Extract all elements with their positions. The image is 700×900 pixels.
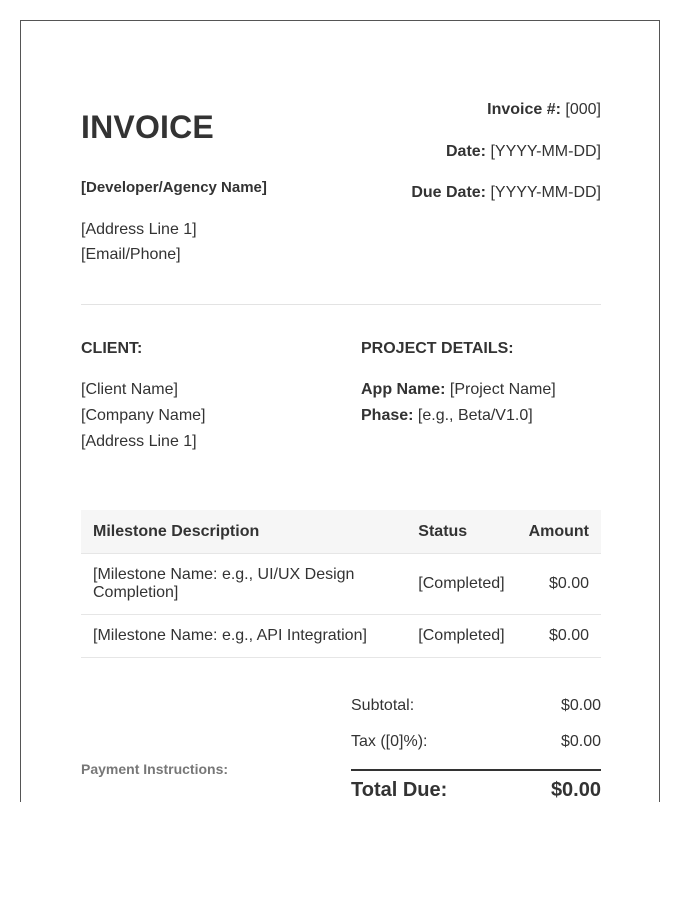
client-name: [Client Name] <box>81 381 178 398</box>
project-app-value: [Project Name] <box>445 381 556 398</box>
invoice-due-label: Due Date: <box>411 184 487 201</box>
client-address: [Address Line 1] <box>81 433 197 450</box>
client-heading: CLIENT: <box>81 340 143 357</box>
total-due-label: Total Due: <box>351 779 448 801</box>
project-app-name <box>361 381 556 399</box>
project-phase-value: [e.g., Beta/V1.0] <box>413 407 533 424</box>
sender-address: [Address Line 1] <box>81 221 197 238</box>
table-row <box>81 554 601 615</box>
subtotal-label: Subtotal: <box>351 697 415 714</box>
table-row <box>81 615 601 658</box>
project-app-label: App Name: <box>361 381 446 398</box>
invoice-number-label: Invoice #: <box>487 101 561 118</box>
milestone-status: [Completed] <box>406 554 516 615</box>
project-phase-label: Phase: <box>361 407 414 424</box>
col-header-status: Status <box>406 510 516 554</box>
invoice-page <box>20 20 660 802</box>
table-header-row <box>81 510 601 554</box>
invoice-due-value: [YYYY-MM-DD] <box>486 184 601 201</box>
client-company: [Company Name] <box>81 407 206 424</box>
payment-instructions-label: Payment Instructions: <box>81 761 229 777</box>
invoice-date <box>446 143 601 161</box>
col-header-amount: Amount <box>517 510 601 554</box>
project-phase <box>361 407 533 425</box>
tax-label: Tax ([0]%): <box>351 733 428 750</box>
milestone-description: [Milestone Name: e.g., UI/UX Design Completion] <box>81 554 406 615</box>
milestone-amount: $0.00 <box>517 554 601 615</box>
tax-value: $0.00 <box>560 733 601 750</box>
invoice-date-label: Date: <box>446 143 487 160</box>
milestone-amount: $0.00 <box>517 615 601 658</box>
milestone-status: [Completed] <box>406 615 516 658</box>
invoice-date-value: [YYYY-MM-DD] <box>486 143 601 160</box>
sender-contact: [Email/Phone] <box>81 246 181 263</box>
header-divider <box>81 304 601 305</box>
invoice-number-value: [000] <box>560 101 601 118</box>
total-due-value: $0.00 <box>550 779 601 801</box>
sender-name: [Developer/Agency Name] <box>81 179 267 196</box>
invoice-number <box>487 101 601 119</box>
milestone-description: [Milestone Name: e.g., API Integration] <box>81 615 406 658</box>
invoice-due-date <box>411 184 601 202</box>
subtotal-value: $0.00 <box>560 697 601 714</box>
project-heading: PROJECT DETAILS: <box>361 340 514 357</box>
invoice-title: INVOICE <box>81 109 214 145</box>
total-divider <box>351 769 601 771</box>
milestones-table <box>81 510 601 658</box>
col-header-description: Milestone Description <box>81 510 406 554</box>
